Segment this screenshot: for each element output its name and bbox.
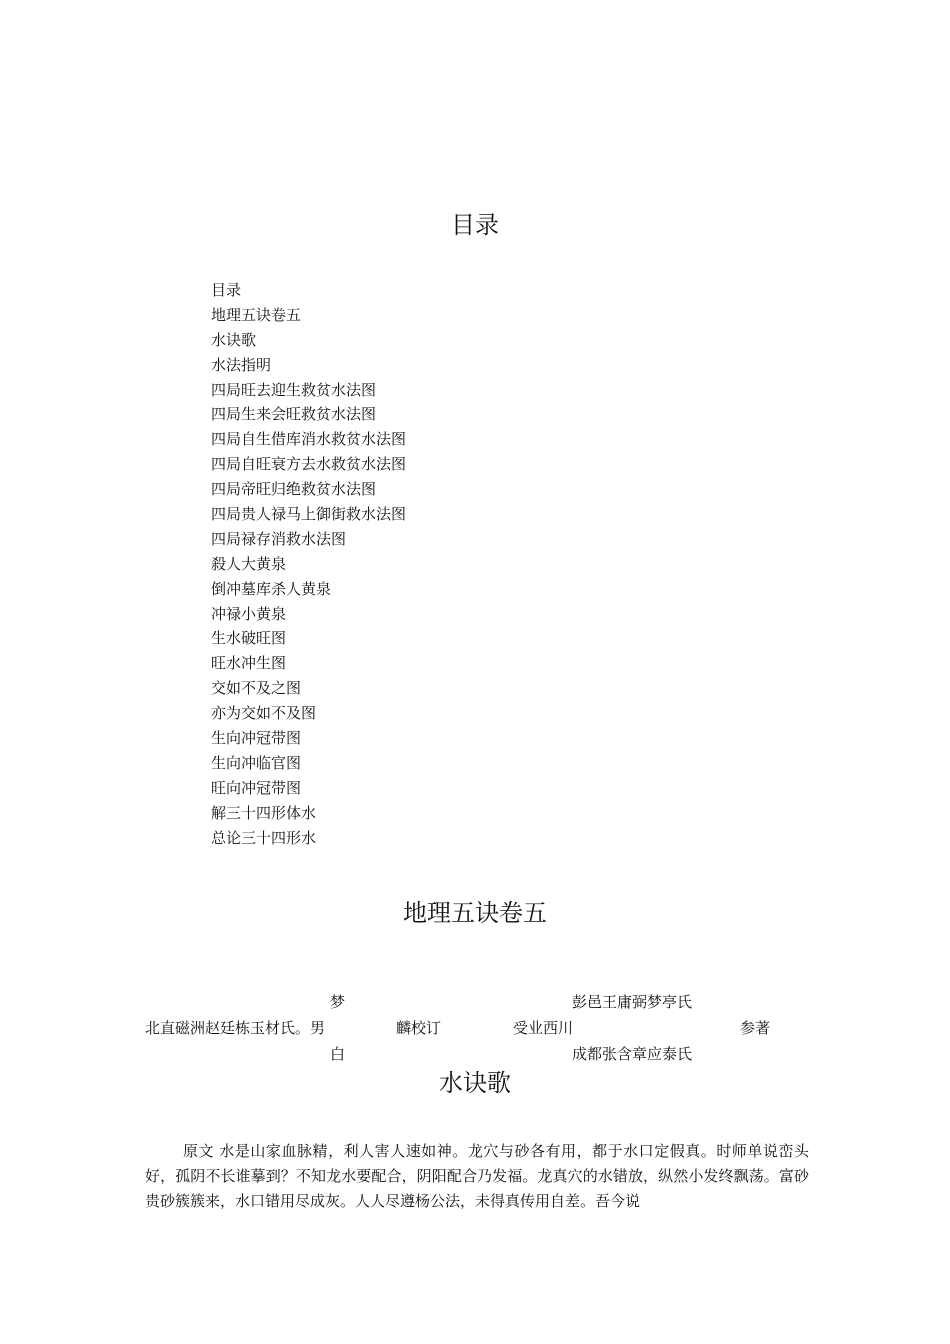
toc-item[interactable]: 生向冲冠带图: [211, 729, 302, 748]
credit-author-bottom: 白: [330, 1045, 346, 1063]
toc-item[interactable]: 总论三十四形水: [211, 828, 317, 847]
toc-item[interactable]: 四局旺去迎生救贫水法图: [211, 380, 377, 399]
toc-item[interactable]: 冲禄小黄泉: [211, 604, 287, 623]
credit-role: 参著: [740, 1019, 771, 1037]
section-title: 水诀歌: [439, 1069, 511, 1097]
toc-item[interactable]: 交如不及之图: [211, 679, 302, 698]
toc-item[interactable]: 亦为交如不及图: [211, 704, 317, 723]
toc-item[interactable]: 生水破旺图: [211, 629, 287, 648]
credit-author-main: 北直磁洲赵廷栋玉材氏。男: [145, 1019, 326, 1037]
toc-item[interactable]: 四局帝旺归绝救贫水法图: [211, 480, 377, 499]
toc-item[interactable]: 四局贵人禄马上御街救水法图: [211, 505, 407, 524]
toc-item[interactable]: 四局生来会旺救贫水法图: [211, 405, 377, 424]
credit-proofreader: 麟校订: [396, 1019, 442, 1037]
toc-item[interactable]: 目录: [211, 281, 242, 299]
body-paragraph: 原文 水是山家血脉精，利人害人速如神。龙穴与砂各有用，都于水口定假真。时师单说峦头好，孤阴不长谁摹到？不知龙水要配合，阴阳配合乃发福。龙真穴的水错放，纵然小发终飘荡。富砂贵砂簇簇来，水口错用尽成灰。人人尽遵杨公法，未得真传用自差。吾今说: [145, 1142, 809, 1210]
toc-item[interactable]: 倒冲墓库杀人黄泉: [211, 579, 332, 598]
toc-item[interactable]: 水法指明: [211, 355, 272, 374]
toc-item[interactable]: 四局自旺衰方去水救贫水法图: [211, 455, 407, 474]
toc-title: 目录: [451, 211, 499, 239]
credit-disciple: 受业西川: [513, 1019, 574, 1037]
toc-item[interactable]: 地理五诀卷五: [211, 305, 302, 324]
credit-author-top: 梦: [330, 993, 346, 1011]
credit-contributor-2: 成都张含章应泰氏: [572, 1045, 693, 1063]
toc-item[interactable]: 水诀歌: [211, 330, 257, 349]
toc-item[interactable]: 解三十四形体水: [211, 803, 317, 822]
toc-item[interactable]: 四局自生借库消水救贫水法图: [211, 430, 407, 449]
volume-title: 地理五诀卷五: [403, 899, 547, 927]
toc-item[interactable]: 殺人大黄泉: [211, 554, 287, 573]
credit-contributor-1: 彭邑王庸弼梦亭氏: [572, 993, 693, 1011]
toc-item[interactable]: 生向冲临官图: [211, 753, 302, 772]
toc-list: [211, 278, 406, 850]
toc-item[interactable]: 旺水冲生图: [211, 654, 287, 673]
toc-item[interactable]: 四局禄存消救水法图: [211, 529, 347, 548]
toc-item[interactable]: 旺向冲冠带图: [211, 778, 302, 797]
